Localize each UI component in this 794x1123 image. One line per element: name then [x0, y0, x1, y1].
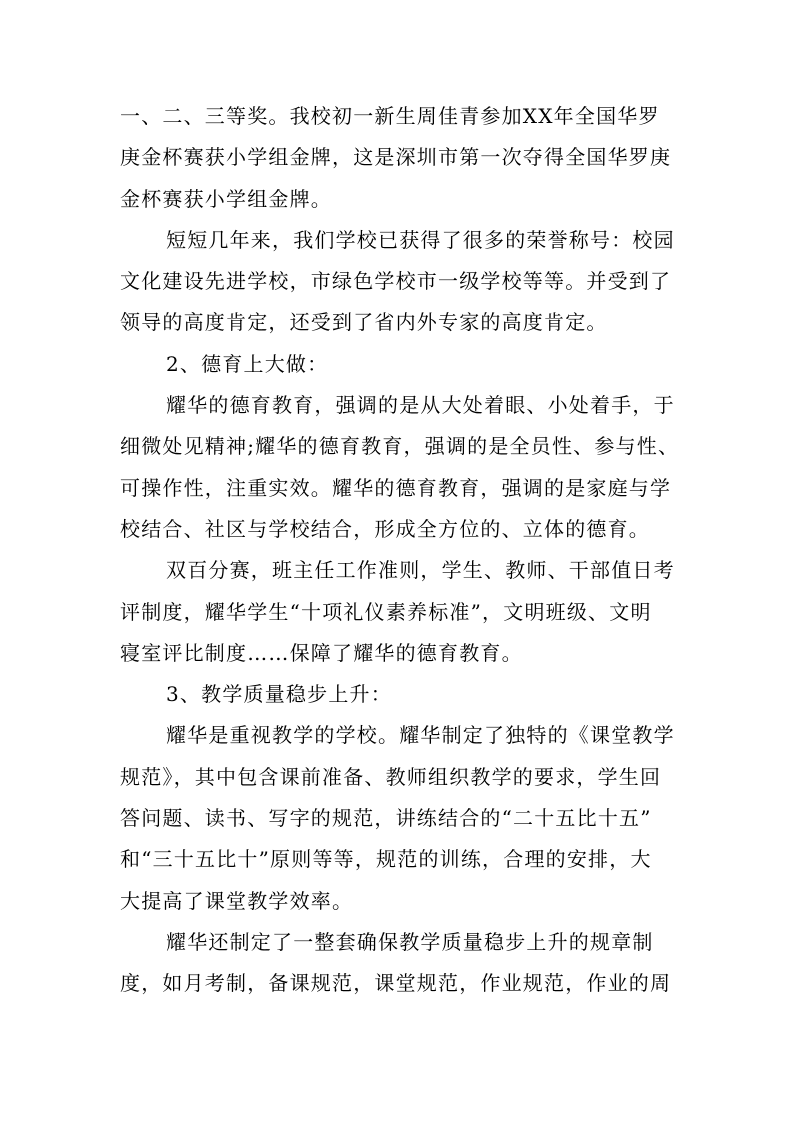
- text-line: 一、二、三等奖。我校初一新生周佳青参加XX年全国华罗: [120, 104, 660, 128]
- text-line: 答问题、读书、写字的规范，讲练结合的“二十五比十五”: [120, 806, 652, 831]
- paragraph-start-line: 耀华还制定了一整套确保教学质量稳步上升的规章制: [166, 929, 654, 954]
- paragraph-start-line: 双百分赛，班主任工作准则，学生、教师、干部值日考: [166, 558, 675, 583]
- text-line: 大提高了课堂教学效率。: [120, 888, 354, 913]
- text-line: 评制度，耀华学生“十项礼仪素养标准”，文明班级、文明: [120, 599, 652, 624]
- text-line: 寝室评比制度……保障了耀华的德育教育。: [120, 640, 523, 665]
- text-line: 庚金杯赛获小学组金牌，这是深圳市第一次夺得全国华罗庚: [120, 145, 672, 170]
- text-line: 细微处见精神;耀华的德育教育，强调的是全员性、参与性、: [120, 434, 680, 459]
- paragraph-start-line: 耀华是重视教学的学校。耀华制定了独特的《课堂教学: [166, 723, 675, 748]
- text-line: 校结合、社区与学校结合，形成全方位的、立体的德育。: [120, 516, 650, 541]
- text-line: 规范》，其中包含课前准备、教师组织教学的要求，学生回: [120, 764, 662, 789]
- text-line: 文化建设先进学校，市绿色学校市一级学校等等。并受到了: [120, 269, 672, 294]
- text-line: 领导的高度肯定，还受到了省内外专家的高度肯定。: [120, 310, 608, 335]
- text-line: 和“三十五比十”原则等等，规范的训练，合理的安排，大: [120, 847, 652, 872]
- paragraph-start-line: 耀华的德育教育，强调的是从大处着眼、小处着手，于: [166, 393, 675, 418]
- text-line: 可操作性，注重实效。耀华的德育教育，强调的是家庭与学: [120, 475, 672, 500]
- text-line: 金杯赛获小学组金牌。: [120, 186, 332, 211]
- body-text: [120, 96, 680, 1005]
- section-heading-teaching-quality: 3、教学质量稳步上升：: [166, 682, 392, 707]
- text-line: 度，如月考制，备课规范，课堂规范，作业规范，作业的周: [120, 971, 672, 996]
- paragraph-start-line: 短短几年来，我们学校已获得了很多的荣誉称号：校园: [166, 227, 675, 252]
- section-heading-moral-education: 2、德育上大做：: [166, 351, 329, 376]
